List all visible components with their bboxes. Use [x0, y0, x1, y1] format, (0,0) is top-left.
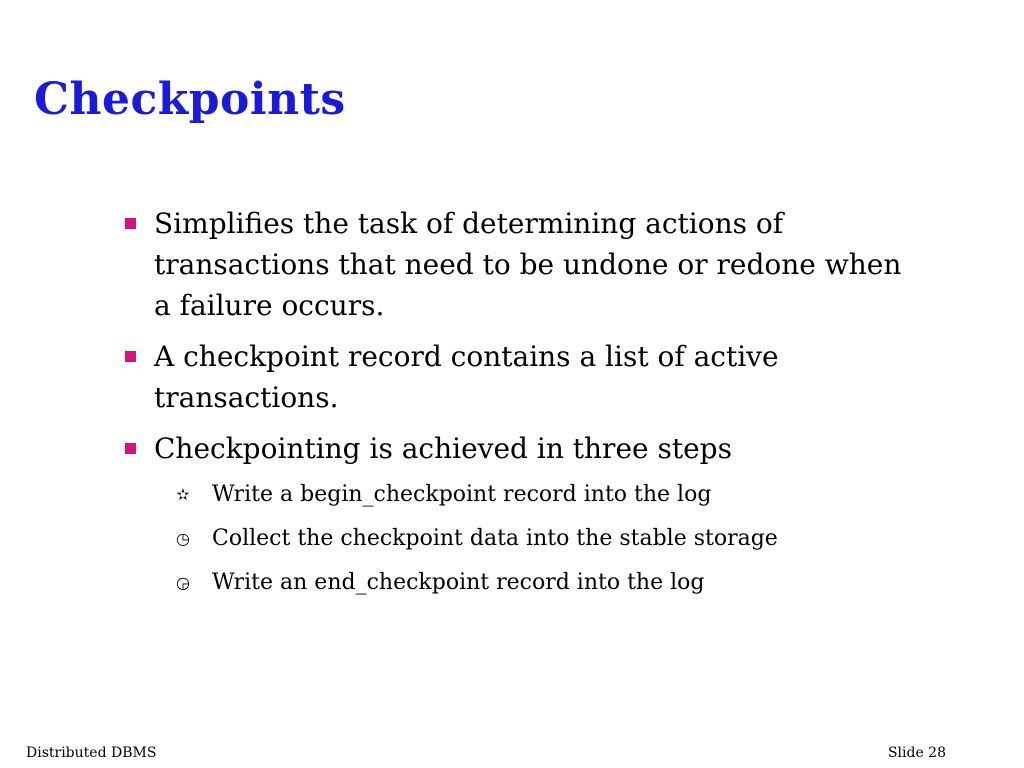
bullet-text: A checkpoint record contains a list of active transactions. — [154, 340, 779, 414]
sub-bullet-item — [122, 561, 912, 605]
slide-title: Checkpoints — [34, 74, 346, 125]
bullet-item — [122, 428, 912, 605]
star-icon: ✫ — [176, 485, 190, 504]
bullet-list — [122, 203, 912, 615]
sub-bullet-text: Write an end_checkpoint record into the log — [212, 570, 705, 595]
bullet-text: Simplifies the task of determining actions of transactions that need to be undone or redone when a failure occurs. — [154, 207, 902, 322]
bullet-item — [122, 336, 912, 418]
footer-slide-number: Slide 28 — [887, 745, 946, 761]
sub-bullet-text: Write a begin_checkpoint record into the log — [212, 482, 712, 507]
bullet-item — [122, 203, 912, 326]
sub-bullet-item — [122, 473, 912, 517]
square-bullet-icon — [125, 218, 136, 229]
square-bullet-icon — [125, 443, 136, 454]
bullet-text: Checkpointing is achieved in three steps — [154, 432, 732, 465]
footer-course-name: Distributed DBMS — [26, 745, 157, 761]
sub-bullet-text: Collect the checkpoint data into the stable storage — [212, 526, 778, 551]
clock-icon: ◷ — [176, 529, 190, 548]
sub-bullet-item — [122, 517, 912, 561]
sub-bullet-list — [154, 473, 912, 605]
square-bullet-icon — [125, 351, 136, 362]
clock-icon: ◶ — [176, 573, 190, 592]
